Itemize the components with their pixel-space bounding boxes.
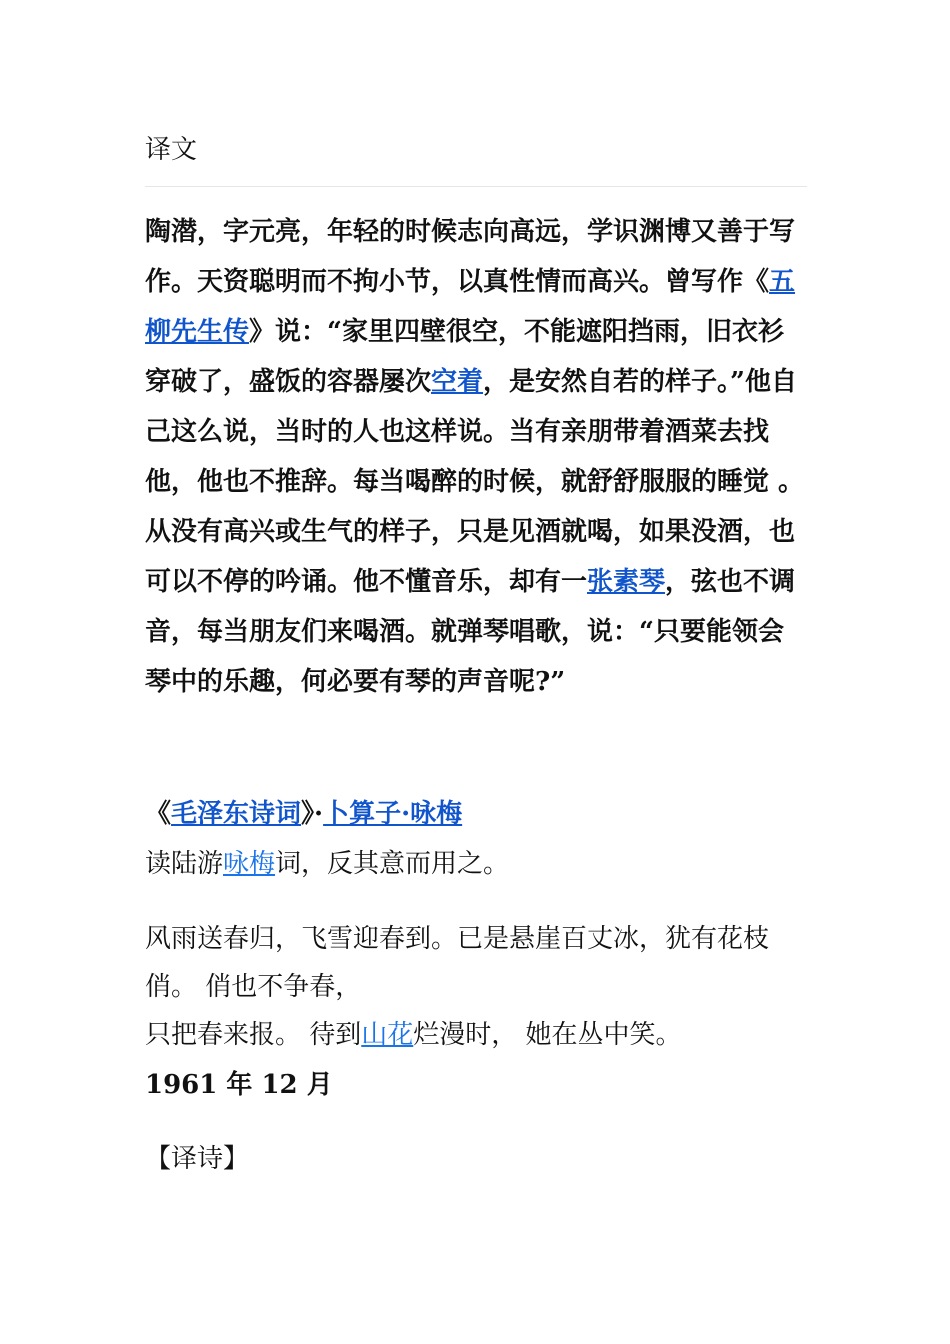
text-segment: 烂漫时， 她在丛中笑。 [413,1020,682,1050]
poem-body [145,915,807,1109]
poem-date: 1961 年 12 月 [145,1070,333,1100]
text-segment: ，弦也不调音，每当朋友们来喝酒。就弹琴唱歌，说：“只要能领会琴中的乐趣，何必要有琴的声音呢?” [145,567,796,697]
suqin-link[interactable]: 张素琴 [587,567,666,597]
poem-line-2 [145,1011,807,1059]
busuanzi-link[interactable]: 卜算子·咏梅 [323,799,463,829]
text-segment: 陶潜，字元亮，年轻的时候志向高远，学识渊博又善于写作。天资聪明而不拘小节，以真性情而高兴。曾写作《 [145,217,796,297]
poem-line-1: 风雨送春归，飞雪迎春到。已是悬崖百丈冰，犹有花枝俏。 俏也不争春， [145,924,770,1002]
yishi-heading: 【译诗】 [145,1144,250,1174]
translation-paragraph [145,207,807,707]
kongzhe-link[interactable]: 空着 [431,367,484,397]
bracket-close: 》· [301,799,324,829]
bracket-open: 《 [145,799,172,829]
text-segment: 只把春来报。 待到 [145,1020,362,1050]
article-content [145,128,807,1183]
text-segment: ，是安然自若的样子。”他自己这么说，当时的人也这样说。当有亲朋带着酒菜去找他，他也不推辞。每当喝醉的时候，就舒舒服服的睡觉 。从没有高兴或生气的样子，只是见酒就喝，如果没酒，也可以不停的吟诵。他不懂音乐，却有一 [145,367,805,597]
translation-heading: 译文 [145,135,198,165]
text-segment: 读陆游 [145,849,224,879]
poem-subtitle [145,839,807,889]
yongmei-link[interactable]: 咏梅 [223,849,276,879]
text-segment: 》说：“家里四壁很空，不能遮阳挡雨，旧衣衫穿破了，盛饭的容器屡次 [145,317,784,397]
text-segment: 词，反其意而用之。 [275,849,510,879]
mao-poems-link[interactable]: 毛泽东诗词 [171,799,302,829]
heading-divider [145,186,807,187]
shanhua-link[interactable]: 山花 [361,1020,414,1050]
wuliu-link[interactable]: 五柳先生传 [145,267,796,347]
poem-title-line [145,789,807,839]
